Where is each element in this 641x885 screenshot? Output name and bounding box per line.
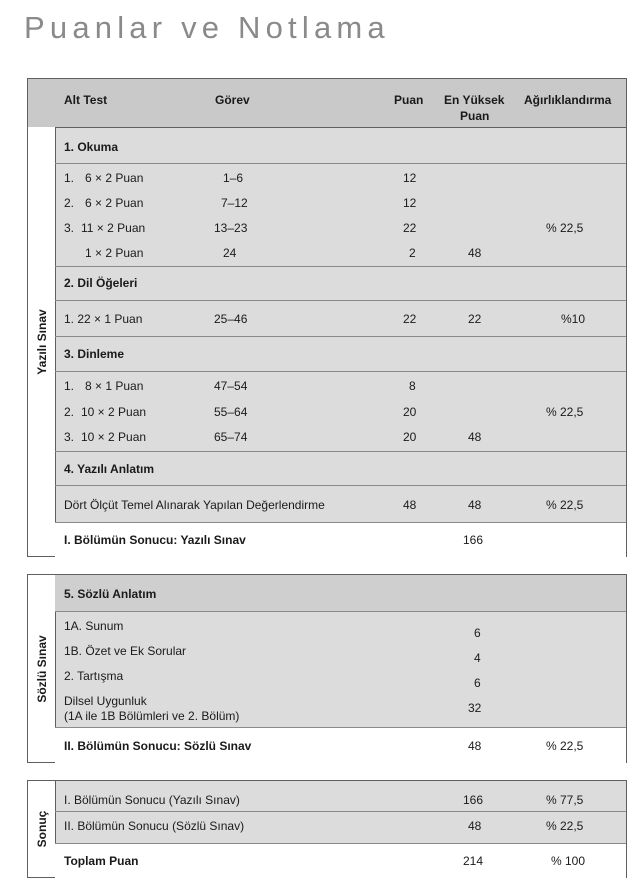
header-task: Görev (215, 93, 250, 107)
summary-row-2-label: II. Bölümün Sonucu (Sözlü Sınav) (64, 819, 245, 833)
table-header (28, 79, 626, 128)
oral-item-1-max: 6 (474, 626, 481, 640)
reading-row-3-item: 11 × 2 Puan (81, 221, 146, 235)
section-title-oral: 5. Sözlü Anlatım (64, 587, 157, 601)
oral-item-4-label: Dilsel Uygunluk (64, 694, 147, 708)
listening-row-1-item: 8 × 1 Puan (85, 379, 144, 393)
written-exam-table (27, 78, 627, 557)
reading-row-1-task: 1–6 (223, 171, 244, 185)
written-result-row (55, 522, 626, 558)
writing-row-label: Dört Ölçüt Temel Alınarak Yapılan Değerlendirme (64, 498, 325, 512)
reading-row-2-item: 6 × 2 Puan (85, 196, 144, 210)
listening-row-2-num: 2. (64, 405, 75, 419)
section-title-reading: 1. Okuma (64, 140, 119, 154)
listening-max: 48 (468, 430, 482, 444)
reading-row-1-points: 12 (403, 171, 417, 185)
oral-result-weight: % 22,5 (546, 739, 584, 753)
oral-result-row (55, 727, 626, 764)
summary-row-1-weight: % 77,5 (546, 793, 584, 807)
total-row (55, 843, 626, 879)
reading-max: 48 (468, 246, 482, 260)
reading-row-3-task: 13–23 (214, 221, 248, 235)
listening-row-3-task: 65–74 (214, 430, 248, 444)
header-max-points-2: Puan (460, 109, 490, 123)
header-subtest: Alt Test (64, 93, 108, 107)
oral-item-2-max: 4 (474, 651, 481, 665)
total-weight: % 100 (551, 854, 586, 868)
header-points: Puan (394, 93, 424, 107)
side-label-cell (28, 781, 56, 877)
section-title-language: 2. Dil Öğeleri (64, 276, 138, 290)
summary-table (27, 780, 627, 878)
listening-row-3-item: 10 × 2 Puan (81, 430, 147, 444)
listening-row-2-item: 10 × 2 Puan (81, 405, 147, 419)
page-title: Puanlar ve Notlama (24, 10, 390, 45)
written-result-label: I. Bölümün Sonucu: Yazılı Sınav (64, 533, 246, 547)
language-row-item: 1. 22 × 1 Puan (64, 312, 143, 326)
reading-row-4-task: 24 (223, 246, 237, 260)
oral-item-4-label2: (1A ile 1B Bölümleri ve 2. Bölüm) (64, 709, 240, 723)
side-label-written: Yazılı Sınav (34, 308, 49, 375)
reading-weight: % 22,5 (546, 221, 584, 235)
reading-row-3-num: 3. (64, 221, 75, 235)
language-max: 22 (468, 312, 482, 326)
summary-row-2-max: 48 (468, 819, 482, 833)
oral-item-2-label: 1B. Özet ve Ek Sorular (64, 644, 187, 658)
side-label-oral: Sözlü Sınav (34, 634, 49, 703)
side-label-summary: Sonuç (34, 810, 49, 848)
reading-row-2-task: 7–12 (221, 196, 248, 210)
written-result-max: 166 (463, 533, 484, 547)
header-max-points-1: En Yüksek (444, 93, 505, 107)
oral-result-label: II. Bölümün Sonucu: Sözlü Sınav (64, 739, 252, 753)
listening-row-3-num: 3. (64, 430, 75, 444)
listening-row-1-num: 1. (64, 379, 75, 393)
total-label: Toplam Puan (64, 854, 139, 868)
listening-row-1-points: 8 (409, 379, 416, 393)
summary-row-1-max: 166 (463, 793, 484, 807)
oral-result-max: 48 (468, 739, 482, 753)
summary-row-2-weight: % 22,5 (546, 819, 584, 833)
summary-row-1-label: I. Bölümün Sonucu (Yazılı Sınav) (64, 793, 240, 807)
side-label-cell (28, 127, 56, 556)
oral-exam-table (27, 574, 627, 763)
writing-max: 48 (468, 498, 482, 512)
oral-item-3-label: 2. Tartışma (64, 669, 124, 683)
oral-item-1-label: 1A. Sunum (64, 619, 124, 633)
language-row-task: 25–46 (214, 312, 248, 326)
section-title-listening: 3. Dinleme (64, 347, 125, 361)
reading-row-3-points: 22 (403, 221, 417, 235)
language-row-points: 22 (403, 312, 417, 326)
listening-row-2-task: 55–64 (214, 405, 248, 419)
total-max: 214 (463, 854, 484, 868)
oral-item-4-max: 32 (468, 701, 482, 715)
reading-row-1-num: 1. (64, 171, 75, 185)
reading-row-2-points: 12 (403, 196, 417, 210)
reading-row-4-points: 2 (409, 246, 416, 260)
listening-row-2-points: 20 (403, 405, 417, 419)
writing-weight: % 22,5 (546, 498, 584, 512)
listening-row-3-points: 20 (403, 430, 417, 444)
side-label-cell (28, 575, 56, 762)
oral-section-header (55, 575, 626, 612)
reading-row-2-num: 2. (64, 196, 75, 210)
writing-points: 48 (403, 498, 417, 512)
section-title-writing: 4. Yazılı Anlatım (64, 462, 155, 476)
listening-row-1-task: 47–54 (214, 379, 248, 393)
oral-item-3-max: 6 (474, 676, 481, 690)
reading-row-1-item: 6 × 2 Puan (85, 171, 144, 185)
language-weight: %10 (561, 312, 586, 326)
listening-weight: % 22,5 (546, 405, 584, 419)
header-weighting: Ağırlıklandırma (524, 93, 612, 107)
reading-row-4-item: 1 × 2 Puan (85, 246, 144, 260)
